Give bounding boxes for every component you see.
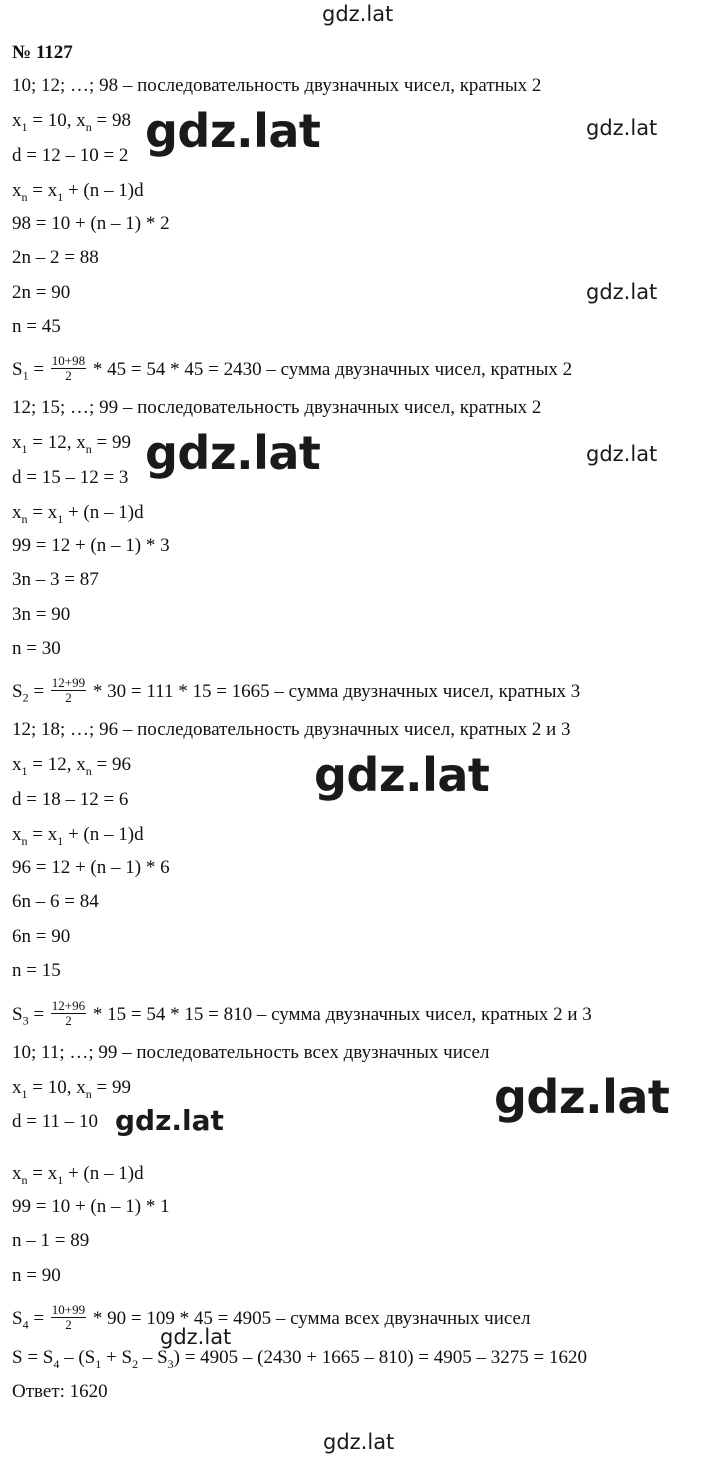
difference-2: d = 15 – 12 = 3 [12, 467, 129, 488]
fraction-2: $\frac{12+99}{2}$ [51, 675, 86, 705]
problem-number: № 1127 [12, 42, 73, 63]
sequence-line-2: 12; 15; …; 99 – последовательность двузначных чисел, кратных 2 [12, 397, 542, 418]
total-line: $S = S_4 - (S_1 + S_2 - S_3) = 4905 - (2430 + 1665 - 810) = 4905 - 3275 = 1620$ [12, 1347, 587, 1371]
equation-2b: 3n – 3 = 87 [12, 569, 99, 590]
equation-1a: 98 = 10 + (n – 1) * 2 [12, 213, 170, 234]
watermark-large-2: gdz.lat [145, 426, 321, 480]
watermark-large-1: gdz.lat [145, 104, 321, 158]
fraction-4: $\frac{10+99}{2}$ [51, 1302, 86, 1332]
first-last-terms-3: $x_1 = 12$, $x_n = 96$ [12, 754, 131, 778]
equation-3d: n = 15 [12, 960, 61, 981]
equation-2a: 99 = 12 + (n – 1) * 3 [12, 535, 170, 556]
equation-2c: 3n = 90 [12, 604, 71, 625]
nth-term-formula-3: $x_n = x_1 + (n - 1)d$ [12, 824, 144, 848]
equation-3c: 6n = 90 [12, 926, 71, 947]
equation-4b: n – 1 = 89 [12, 1230, 90, 1251]
first-last-terms-4: $x_1 = 10$, $x_n = 99$ [12, 1077, 131, 1101]
equation-1c: 2n = 90 [12, 282, 71, 303]
difference-4: d = 11 – 10 [12, 1111, 99, 1132]
watermark-footer: gdz.lat [323, 1430, 395, 1454]
sequence-line-4: 10; 11; …; 99 – последовательность всех двузначных чисел [12, 1042, 490, 1063]
watermark-medium-1: gdz.lat [115, 1104, 228, 1137]
sum-line-4: $S_4$ = $\frac{10+99}{2}$ * 90 = 109 * 45 = 4905 – сумма всех двузначных чисел [12, 1302, 531, 1332]
sum-line-2: $S_2$ = $\frac{12+99}{2}$ * 30 = 111 * 15 = 1665 – сумма двузначных чисел, кратных 3 [12, 675, 581, 705]
sum-line-1: $S_1$ = $\frac{10+98}{2}$ * 45 = 54 * 45 = 2430 – сумма двузначных чисел, кратных 2 [12, 353, 573, 383]
first-last-terms-1: $x_1 = 10$, $x_n = 98$ [12, 110, 131, 134]
watermark-header: gdz.lat [322, 2, 394, 26]
watermark-small-4: gdz.lat [160, 1325, 232, 1349]
equation-2d: n = 30 [12, 638, 61, 659]
equation-1b: 2n – 2 = 88 [12, 247, 99, 268]
difference-1: d = 12 – 10 = 2 [12, 145, 129, 166]
sequence-line-1: 10; 12; …; 98 – последовательность двузначных чисел, кратных 2 [12, 75, 542, 96]
difference-3: d = 18 – 12 = 6 [12, 789, 129, 810]
watermark-small-2: gdz.lat [586, 280, 658, 304]
equation-3a: 96 = 12 + (n – 1) * 6 [12, 857, 170, 878]
fraction-1: $\frac{10+98}{2}$ [51, 353, 86, 383]
fraction-3: $\frac{12+96}{2}$ [51, 998, 86, 1028]
nth-term-formula-1: $x_n = x_1 + (n - 1)d$ [12, 180, 144, 204]
watermark-large-4: gdz.lat [494, 1070, 670, 1124]
watermark-small-1: gdz.lat [586, 116, 658, 140]
equation-1d: n = 45 [12, 316, 61, 337]
sum-line-3: $S_3$ = $\frac{12+96}{2}$ * 15 = 54 * 15 = 810 – сумма двузначных чисел, кратных 2 и 3 [12, 998, 592, 1028]
nth-term-formula-2: $x_n = x_1 + (n - 1)d$ [12, 502, 144, 526]
first-last-terms-2: $x_1 = 12$, $x_n = 99$ [12, 432, 131, 456]
equation-4c: n = 90 [12, 1265, 61, 1286]
answer-line: Ответ: 1620 [12, 1381, 108, 1402]
watermark-large-3: gdz.lat [314, 748, 490, 802]
watermark-small-3: gdz.lat [586, 442, 658, 466]
equation-4a: 99 = 10 + (n – 1) * 1 [12, 1196, 170, 1217]
equation-3b: 6n – 6 = 84 [12, 891, 99, 912]
nth-term-formula-4: $x_n = x_1 + (n - 1)d$ [12, 1163, 144, 1187]
sequence-line-3: 12; 18; …; 96 – последовательность двузначных чисел, кратных 2 и 3 [12, 719, 571, 740]
